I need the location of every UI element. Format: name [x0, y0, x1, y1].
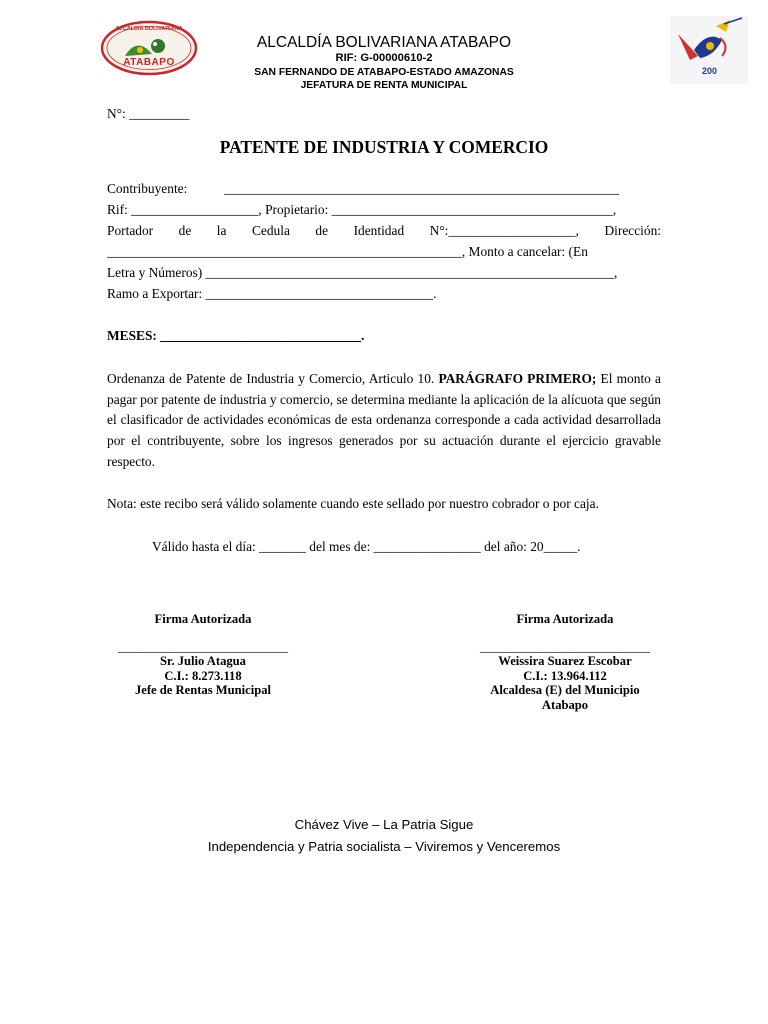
department-text: JEFATURA DE RENTA MUNICIPAL — [300, 80, 468, 91]
rif-text: RIF: G-00000610-2 — [335, 52, 433, 64]
signature-left-name: Sr. Julio Ataguа — [160, 654, 246, 668]
validity-line: Válido hasta el día: _______ del mes de: ________________ del año: 20_____. — [152, 539, 581, 554]
footer-motto: Chávez Vive – La Patria Sigue — [294, 817, 474, 832]
document-heading: PATENTE DE INDUSTRIA Y COMERCIO — [219, 137, 549, 157]
ordinance-intro: Ordenanza de Patente de Industria y Comercio, Articulo 10. — [107, 371, 439, 386]
field-portador: Portador de la Cedula de Identidad N°:___________________, Dirección: — [107, 223, 661, 238]
logo-text-top: ALCALDÍA BOLIVARIANA — [115, 26, 183, 32]
field-ramo: Ramo a Exportar: __________________________________. — [107, 286, 437, 301]
logo-number: 200 — [702, 66, 718, 76]
logo-text-bottom: ATABAPO — [123, 57, 175, 68]
meses-line: MESES: ______________________________. — [107, 328, 365, 343]
alcaldia-logo — [100, 20, 198, 76]
signature-right-role-2: Atabapo — [541, 697, 589, 712]
signature-left-ci: C.I.: 8.273.118 — [164, 668, 242, 683]
field-letra-numeros: Letra y Números) _____________________________________________________________, — [107, 265, 618, 280]
field-contribuyente-blank: ___________________________________________________________ — [224, 181, 620, 196]
ordinance-paragraph — [107, 369, 661, 473]
signature-right-role: Alcaldesa (E) del Municipio — [490, 683, 640, 697]
document-number: N°: _________ — [107, 106, 190, 121]
signature-right-label: Firma Autorizada — [516, 612, 614, 626]
field-contribuyente-label: Contribuyente: — [107, 181, 188, 196]
signature-left-role: Jefe de Rentas Municipal — [134, 683, 272, 697]
signature-left — [107, 612, 299, 698]
field-direccion: _____________________________________________________, Monto a cancelar: (En — [107, 244, 588, 259]
nota-text: Nota: este recibo será válido solamente cuando este sellado por nuestro cobrador o por caja. — [107, 496, 599, 511]
signature-left-label: Firma Autorizada — [154, 612, 252, 626]
bicentenario-logo — [670, 16, 748, 84]
institution-title: ALCALDÍA BOLIVARIANA ATABAPO — [256, 34, 512, 51]
header — [0, 0, 768, 100]
signature-right-line: ___________________________ — [479, 639, 650, 654]
signature-right — [469, 612, 661, 712]
footer-slogan: Independencia y Patria socialista – Viviremos y Venceremos — [207, 839, 561, 854]
signature-right-ci: C.I.: 13.964.112 — [523, 668, 607, 683]
signature-right-name: Weissira Suarez Escobar — [498, 654, 632, 668]
ordinance-paragraph-title: PARÁGRAFO PRIMERO; — [438, 371, 597, 386]
field-rif-propietario: Rif: ___________________, Propietario: __________________________________________, — [107, 202, 617, 217]
ordinance-body: El monto a pagar por patente de industria y comercio, se determina mediante la aplicación de la alícuota que según el clasificador de actividades económicas de esta ordenanza corresponde a cada actividad desarrollada por el contribuyente, sobre los ingresos generados por su actuación durante el ejercicio gravable respecto. — [107, 371, 661, 469]
location-text: SAN FERNANDO DE ATABAPO-ESTADO AMAZONAS — [254, 67, 514, 78]
signature-left-line: ___________________________ — [117, 639, 288, 654]
